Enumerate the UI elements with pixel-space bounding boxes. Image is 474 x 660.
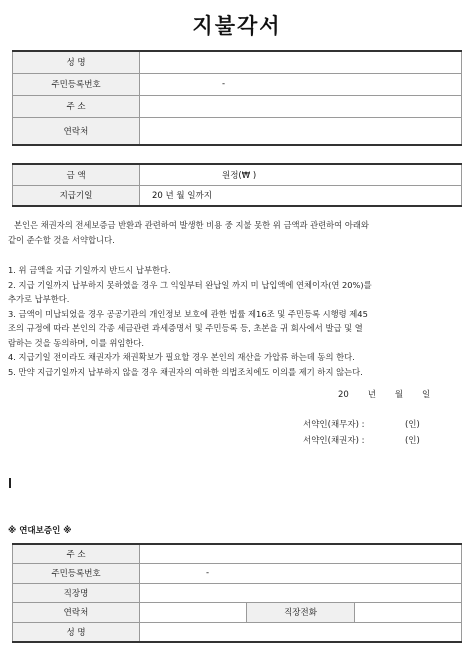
intro-line: 본인은 채권자의 전세보증금 반환과 관련하여 발생한 비용 중 지불 못한 위 금액과 관련하여 아래와 xyxy=(14,220,369,230)
guarantor-id-field[interactable]: - xyxy=(140,564,462,584)
payment-table xyxy=(12,163,462,207)
guarantor-section-title: ※ 연대보증인 ※ xyxy=(8,526,72,536)
creditor-signature: 서약인(채권자) : (인) xyxy=(303,436,420,446)
text-cursor xyxy=(9,478,11,488)
guarantor-name-field[interactable] xyxy=(140,622,462,642)
debtor-name-label: 성 명 xyxy=(13,51,140,73)
debtor-signature: 서약인(채무자) : (인) xyxy=(303,420,420,430)
pledge-item: 조의 규정에 따라 본인의 각종 세금관련 과세증명서 및 주민등록 등, 초본을 귀 회사에서 발급 및 열 xyxy=(8,323,363,333)
debtor-phone-field[interactable] xyxy=(140,117,462,145)
pledge-body xyxy=(8,218,466,379)
guarantor-address-label: 주 소 xyxy=(13,544,140,564)
signature-date: 20 년 월 일 xyxy=(338,390,431,400)
guarantor-phone-field[interactable] xyxy=(140,603,247,623)
debtor-info-table xyxy=(12,50,462,146)
guarantor-workplace-field[interactable] xyxy=(140,583,462,603)
guarantor-work-phone-label: 직장전화 xyxy=(247,603,354,623)
debtor-name-field[interactable] xyxy=(140,51,462,73)
pledge-item: 5. 만약 지급기일까지 납부하지 않을 경우 채권자의 여하한 의법조치에도 이의를 제기 하지 않는다. xyxy=(8,366,363,377)
debtor-address-label: 주 소 xyxy=(13,95,140,117)
guarantor-id-label: 주민등록번호 xyxy=(13,564,140,584)
pledge-item: 2. 지급 기일까지 납부하지 못하였을 경우 그 익일부터 완납일 까지 미 납입액에 연체이자(연 20%)를 xyxy=(8,279,372,290)
guarantor-table xyxy=(12,543,462,643)
pledge-item: 3. 금액이 미납되었을 경우 공공기관의 개인정보 보호에 관한 법률 제16조 및 주민등록 시행령 제45 xyxy=(8,308,368,319)
debtor-phone-label: 연락처 xyxy=(13,117,140,145)
debtor-id-field[interactable]: - xyxy=(140,73,462,95)
due-date-label: 지급기일 xyxy=(13,185,140,206)
due-date-field[interactable]: 20 년 월 일까지 xyxy=(140,185,462,206)
guarantor-name-label: 성 명 xyxy=(13,622,140,642)
guarantor-workplace-label: 직장명 xyxy=(13,583,140,603)
amount-field[interactable]: 원정(₩ ) xyxy=(140,164,462,185)
intro-line: 같이 준수할 것을 서약합니다. xyxy=(8,234,115,245)
document-title: 지불각서 xyxy=(192,14,282,38)
pledge-item: 추가로 납부한다. xyxy=(8,294,70,304)
debtor-address-field[interactable] xyxy=(140,95,462,117)
amount-label: 금 액 xyxy=(13,164,140,185)
guarantor-work-phone-field[interactable] xyxy=(354,603,461,623)
guarantor-address-field[interactable] xyxy=(140,544,462,564)
debtor-id-label: 주민등록번호 xyxy=(13,73,140,95)
guarantor-phone-label: 연락처 xyxy=(13,603,140,623)
pledge-item: 4. 지급기일 전이라도 채권자가 채권확보가 필요할 경우 본인의 재산을 가압류 하는데 동의 한다. xyxy=(8,352,355,362)
pledge-item: 람하는 것을 동의하며, 이를 위임한다. xyxy=(8,337,145,348)
pledge-item: 1. 위 금액을 지급 기일까지 반드시 납부한다. xyxy=(8,265,171,275)
